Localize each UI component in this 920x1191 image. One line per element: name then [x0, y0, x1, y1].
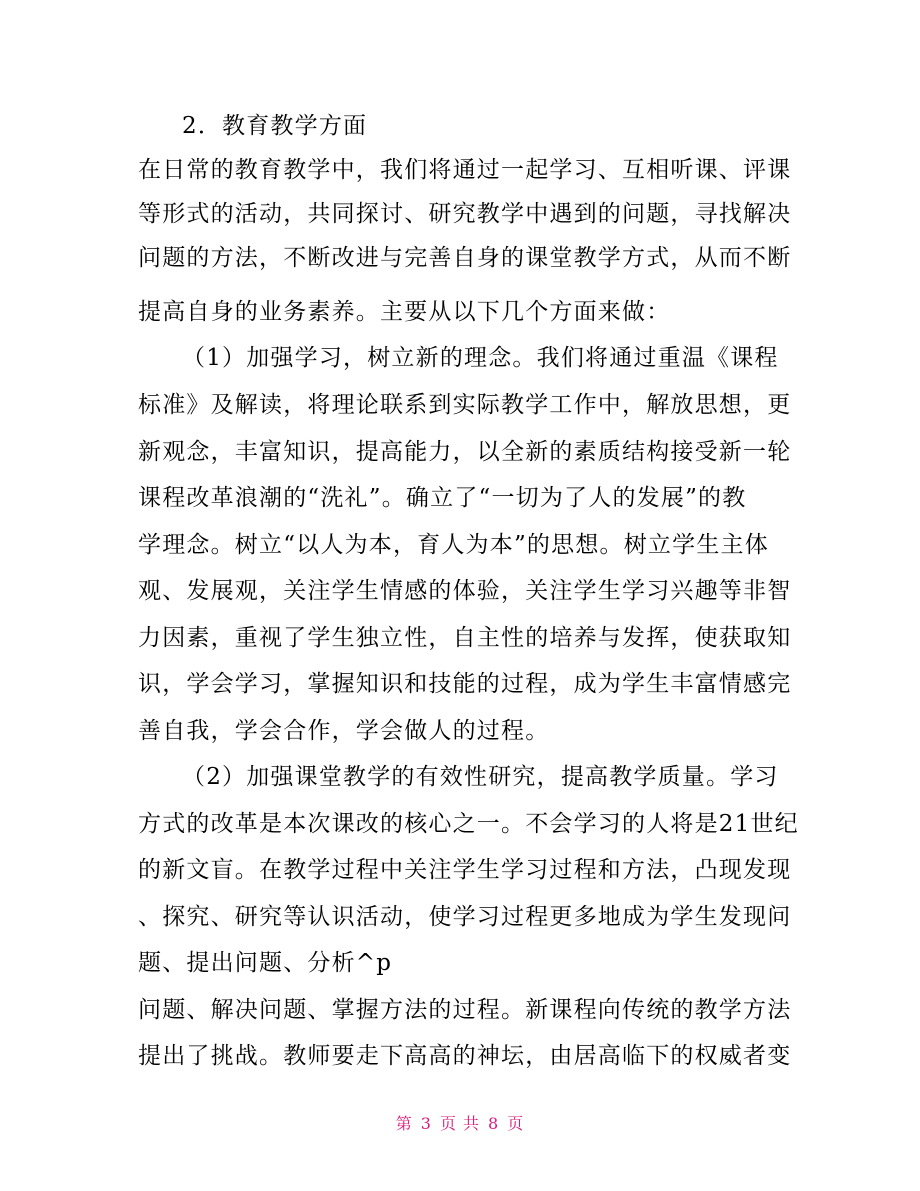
section-heading: 2．教育教学方面	[182, 113, 368, 139]
paragraph-line: 提高自身的业务素养。主要从以下几个方面来做：	[138, 299, 671, 325]
paragraph-line: 识，学会学习，掌握知识和技能的过程，成为学生丰富情感完	[138, 671, 792, 697]
paragraph-line: 课程改革浪潮的“洗礼”。确立了“一切为了人的发展”的教	[138, 485, 747, 511]
paragraph-line: 等形式的活动，共同探讨、研究教学中遇到的问题，寻找解决	[138, 201, 792, 227]
footer-mid: 页 共	[439, 1114, 481, 1133]
paragraph-line: 学理念。树立“以人为本，育人为本”的思想。树立学生主体	[138, 532, 769, 558]
paragraph-line: 在日常的教育教学中，我们将通过一起学习、互相听课、评课	[138, 157, 792, 183]
paragraph-line: 标准》及解读，将理论联系到实际教学工作中，解放思想，更	[138, 392, 792, 418]
footer-suffix: 页	[507, 1114, 525, 1133]
paragraph-line: 提出了挑战。教师要走下高高的神坛，由居高临下的权威者变	[138, 1043, 792, 1069]
paragraph-line: 问题的方法，不断改进与完善自身的课堂教学方式，从而不断	[138, 245, 792, 271]
total-pages-number: 8	[488, 1114, 500, 1133]
page-number-footer	[0, 1112, 920, 1136]
paragraph-line: 力因素，重视了学生独立性，自主性的培养与发挥，使获取知	[138, 625, 792, 651]
paragraph-line: 问题、解决问题、掌握方法的过程。新课程向传统的教学方法	[138, 997, 792, 1023]
paragraph-line: 新观念，丰富知识，提高能力，以全新的素质结构接受新一轮	[138, 439, 792, 465]
current-page-number: 3	[420, 1114, 432, 1133]
paragraph-line: （2）加强课堂教学的有效性研究，提高教学质量。学习	[182, 764, 779, 790]
paragraph-line: 、探究、研究等认识活动，使学习过程更多地成为学生发现问	[138, 904, 792, 930]
paragraph-line: 方式的改革是本次课改的核心之一。不会学习的人将是21世纪	[138, 811, 799, 837]
paragraph-line: 题、提出问题、分析^p	[138, 950, 393, 976]
paragraph-line: 观、发展观，关注学生情感的体验，关注学生学习兴趣等非智	[138, 578, 792, 604]
paragraph-line: （1）加强学习，树立新的理念。我们将通过重温《课程	[182, 345, 779, 371]
paragraph-line: 的新文盲。在教学过程中关注学生学习过程和方法，凸现发现	[138, 857, 792, 883]
paragraph-line: 善自我，学会合作，学会做人的过程。	[138, 718, 550, 744]
footer-prefix: 第	[395, 1114, 413, 1133]
